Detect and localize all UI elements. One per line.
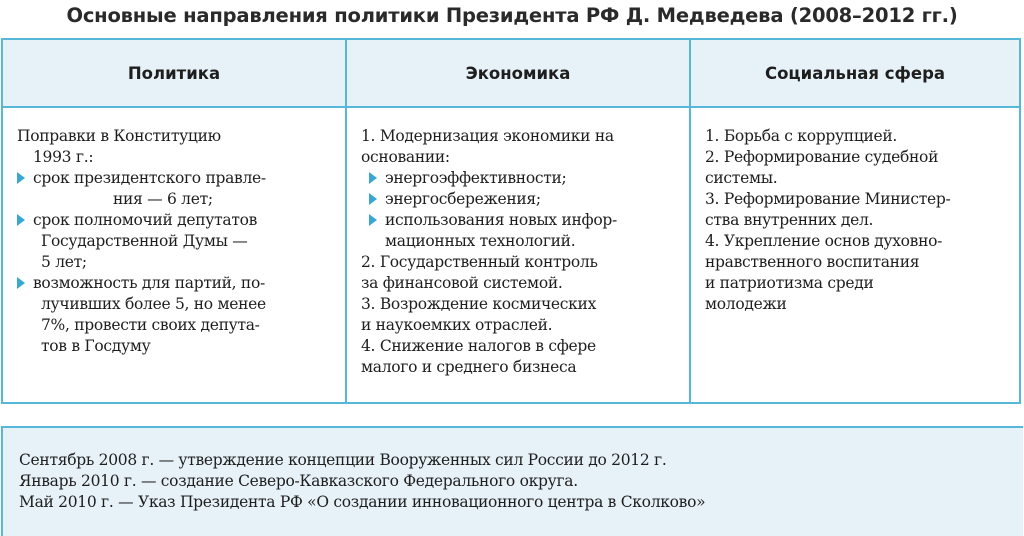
event-line: Сентябрь 2008 г. — утверждение концепции Вооруженных сил России до 2012 г. — [19, 451, 667, 469]
text-line: нравственного воспитания — [705, 253, 920, 271]
events-box — [1, 426, 1023, 536]
text-line: Поправки в Конституцию — [17, 127, 221, 145]
text-line: срок президентского правле- — [33, 169, 266, 187]
text-line: возможность для партий, по- — [33, 274, 265, 292]
politics-cell — [3, 108, 347, 402]
bullet-item — [361, 210, 679, 231]
text-line: 1993 г.: — [33, 148, 94, 166]
header-politics: Политика — [3, 40, 347, 108]
text-line: 1. Борьба с коррупцией. — [705, 127, 898, 145]
header-social: Социальная сфера — [691, 40, 1019, 108]
text-line: 3. Возрождение космических — [361, 295, 597, 313]
text-line: энергоэффективности; — [385, 169, 567, 187]
text-line: 2. Государственный контроль — [361, 253, 598, 271]
triangle-bullet-icon — [17, 172, 25, 184]
triangle-bullet-icon — [369, 172, 377, 184]
text-line: 5 лет; — [41, 253, 87, 271]
text-line: лучивших более 5, но менее — [41, 295, 266, 313]
text-line: тов в Госдуму — [41, 337, 151, 355]
bullet-item — [361, 189, 679, 210]
text-line: ния — 6 лет; — [113, 190, 213, 208]
text-line: ства внутренних дел. — [705, 211, 874, 229]
text-line: использования новых инфор- — [385, 211, 617, 229]
bullet-item — [17, 210, 335, 231]
social-cell — [691, 108, 1019, 402]
bullet-item — [17, 273, 335, 294]
text-line: основании: — [361, 148, 450, 166]
event-line: Январь 2010 г. — создание Северо-Кавказского Федерального округа. — [19, 472, 578, 490]
triangle-bullet-icon — [17, 277, 25, 289]
policy-table — [1, 38, 1021, 404]
economy-cell — [347, 108, 691, 402]
text-line: за финансовой системой. — [361, 274, 563, 292]
text-line: Государственной Думы — — [41, 232, 248, 250]
text-line: 1. Модернизация экономики на — [361, 127, 614, 145]
bullet-item — [17, 168, 335, 189]
text-line: срок полномочий депутатов — [33, 211, 258, 229]
page-title: Основные направления политики Президента РФ Д. Медведева (2008–2012 гг.) — [66, 4, 958, 27]
text-line: мационных технологий. — [385, 232, 576, 250]
text-line: 4. Снижение налогов в сфере — [361, 337, 596, 355]
text-line: 2. Реформирование судебной — [705, 148, 939, 166]
text-line: 7%, провести своих депута- — [41, 316, 260, 334]
text-line: 4. Укрепление основ духовно- — [705, 232, 943, 250]
bullet-item — [361, 168, 679, 189]
text-line: и патриотизма среди — [705, 274, 874, 292]
triangle-bullet-icon — [369, 193, 377, 205]
text-line: системы. — [705, 169, 778, 187]
header-economy: Экономика — [347, 40, 691, 108]
text-line: и наукоемких отраслей. — [361, 316, 553, 334]
triangle-bullet-icon — [17, 214, 25, 226]
triangle-bullet-icon — [369, 214, 377, 226]
text-line: малого и среднего бизнеса — [361, 358, 577, 376]
text-line: энергосбережения; — [385, 190, 541, 208]
event-line: Май 2010 г. — Указ Президента РФ «О создании инновационного центра в Сколково» — [19, 493, 706, 511]
text-line: молодежи — [705, 295, 787, 313]
text-line: 3. Реформирование Министер- — [705, 190, 951, 208]
